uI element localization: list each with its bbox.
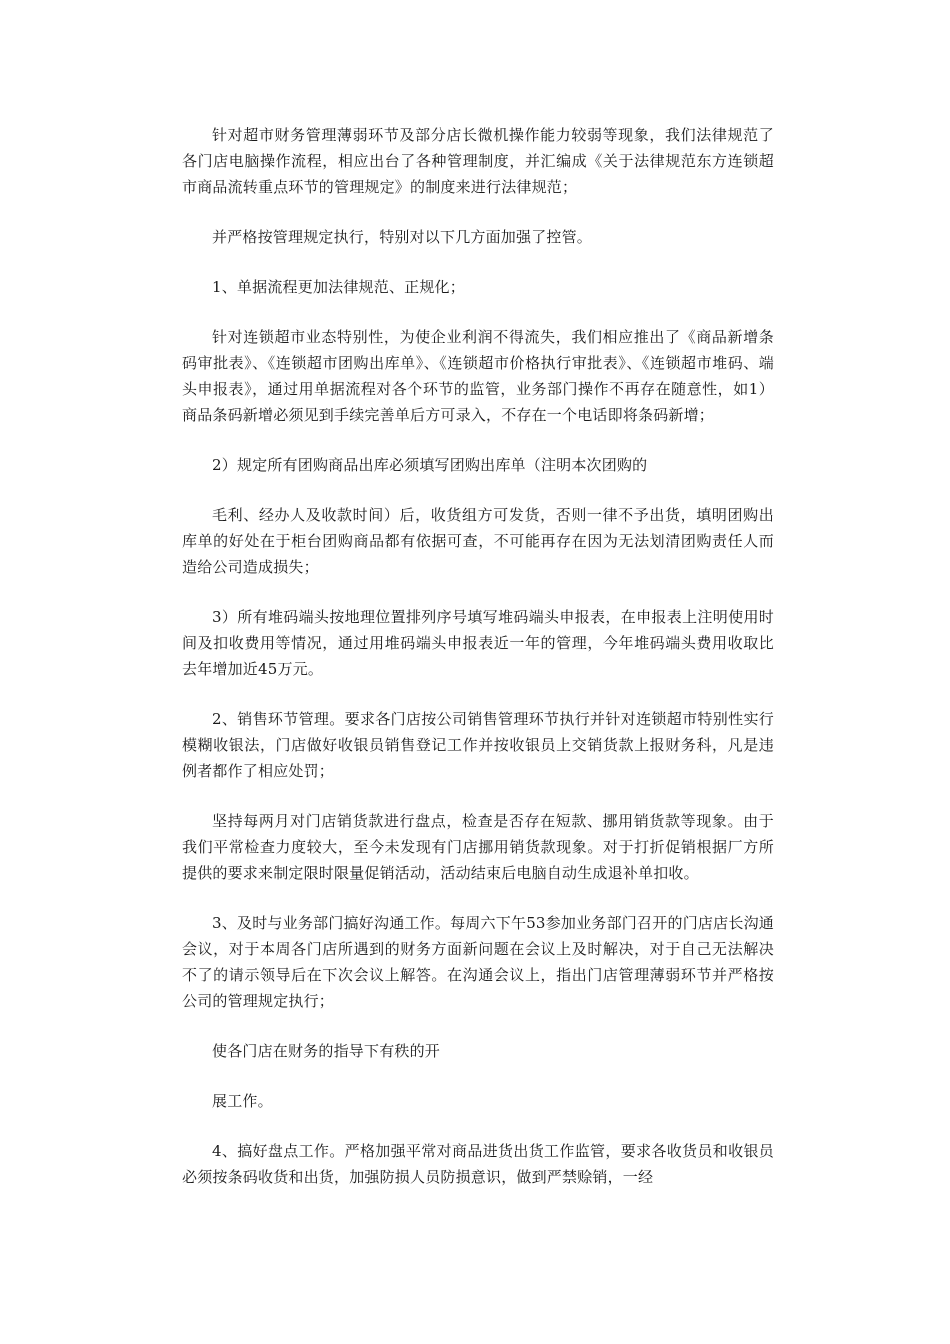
paragraph-12: 展工作。 xyxy=(212,1092,273,1110)
paragraph-1: 针对超市财务管理薄弱环节及部分店长微机操作能力较弱等现象，我们法律规范了各门店电脑操作流程，相应出台了各种管理制度，并汇编成《关于法律规范东方连锁超市商品流转重点环节的管理规定》的制度来进行法律规范； xyxy=(182,126,774,196)
paragraph-11: 使各门店在财务的指导下有秩的开 xyxy=(212,1042,441,1060)
paragraph-3: 1、单据流程更加法律规范、正规化； xyxy=(212,278,465,296)
document-body xyxy=(182,122,774,1214)
paragraph-8: 2、销售环节管理。要求各门店按公司销售管理环节执行并针对连锁超市特别性实行模糊收银法，门店做好收银员销售登记工作并按收银员上交销货款上报财务科，凡是违例者都作了相应处罚； xyxy=(182,710,774,780)
paragraph-9: 坚持每两月对门店销货款进行盘点，检查是否存在短款、挪用销货款等现象。由于我们平常检查力度较大，至今未发现有门店挪用销货款现象。对于打折促销根据厂方所提供的要求来制定限时限量促销活动，活动结束后电脑自动生成退补单扣收。 xyxy=(182,812,774,882)
paragraph-13: 4、搞好盘点工作。严格加强平常对商品进货出货工作监管，要求各收货员和收银员必须按条码收货和出货，加强防损人员防损意识，做到严禁赊销，一经 xyxy=(182,1142,774,1186)
paragraph-2: 并严格按管理规定执行，特别对以下几方面加强了控管。 xyxy=(212,228,593,246)
paragraph-10: 3、及时与业务部门搞好沟通工作。每周六下午53参加业务部门召开的门店店长沟通会议，对于本周各门店所遇到的财务方面新问题在会议上及时解决，对于自己无法解决不了的请示领导后在下次会议上解答。在沟通会议上，指出门店管理薄弱环节并严格按公司的管理规定执行； xyxy=(182,914,774,1010)
paragraph-5: 2）规定所有团购商品出库必须填写团购出库单（注明本次团购的 xyxy=(212,456,648,474)
paragraph-7: 3）所有堆码端头按地理位置排列序号填写堆码端头申报表，在申报表上注明使用时间及扣收费用等情况，通过用堆码端头申报表近一年的管理，今年堆码端头费用收取比去年增加近45万元。 xyxy=(182,608,774,678)
paragraph-6: 毛利、经办人及收款时间）后，收货组方可发货，否则一律不予出货，填明团购出库单的好处在于柜台团购商品都有依据可查，不可能再存在因为无法划清团购责任人而造给公司造成损失； xyxy=(182,506,774,576)
paragraph-4: 针对连锁超市业态特别性，为使企业利润不得流失，我们相应推出了《商品新增条码审批表》、《连锁超市团购出库单》、《连锁超市价格执行审批表》、《连锁超市堆码、端头申报表》，通过用单据流程对各个环节的监管，业务部门操作不再存在随意性，如1）商品条码新增必须见到手续完善单后方可录入，不存在一个电话即将条码新增； xyxy=(182,328,774,424)
